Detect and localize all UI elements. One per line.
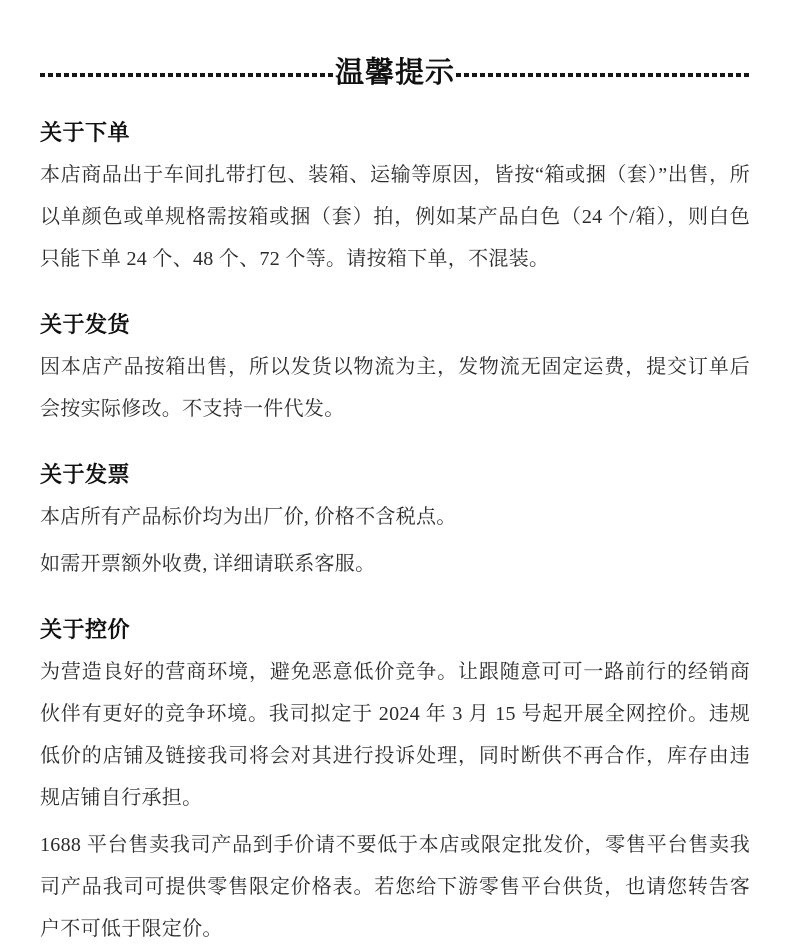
section-price-control-paragraph-1: 为营造良好的营商环境，避免恶意低价竞争。让跟随意可可一路前行的经销商伙伴有更好的竞争环境。我司拟定于 2024 年 3 月 15 号起开展全网控价。违规低价的店铺及链接我司将会对其进行投诉处理，同时断供不再合作，库存由违规店铺自行承担。 — [40, 661, 750, 809]
section-shipping-paragraph: 因本店产品按箱出售，所以发货以物流为主，发物流无固定运费，提交订单后会按实际修改。不支持一件代发。 — [40, 356, 750, 420]
section-invoice — [40, 460, 750, 585]
title-dash-left — [40, 73, 334, 77]
section-price-control-heading: 关于控价 — [40, 617, 131, 642]
section-price-control — [40, 615, 750, 950]
page-title: 温馨提示 — [335, 56, 456, 89]
section-ordering-heading: 关于下单 — [40, 120, 131, 145]
title-dash-right — [456, 73, 750, 77]
section-shipping — [40, 310, 750, 430]
section-invoice-heading: 关于发票 — [40, 462, 131, 487]
section-ordering-paragraph: 本店商品出于车间扎带打包、装箱、运输等原因，皆按“箱或捆（套）”出售，所以单颜色或单规格需按箱或捆（套）拍，例如某产品白色（24 个/箱），则白色只能下单 24 个、48 个、72 个等。请按箱下单，不混装。 — [40, 164, 750, 270]
section-price-control-paragraph-2: 1688 平台售卖我司产品到手价请不要低于本店或限定批发价，零售平台售卖我司产品我司可提供零售限定价格表。若您给下游零售平台供货，也请您转告客户不可低于限定价。 — [40, 834, 750, 940]
section-shipping-heading: 关于发货 — [40, 312, 131, 337]
section-ordering — [40, 118, 750, 280]
section-invoice-paragraph-1: 本店所有产品标价均为出厂价, 价格不含税点。 — [40, 506, 457, 528]
section-invoice-paragraph-2: 如需开票额外收费, 详细请联系客服。 — [40, 553, 376, 575]
notice-title-row — [40, 52, 750, 88]
